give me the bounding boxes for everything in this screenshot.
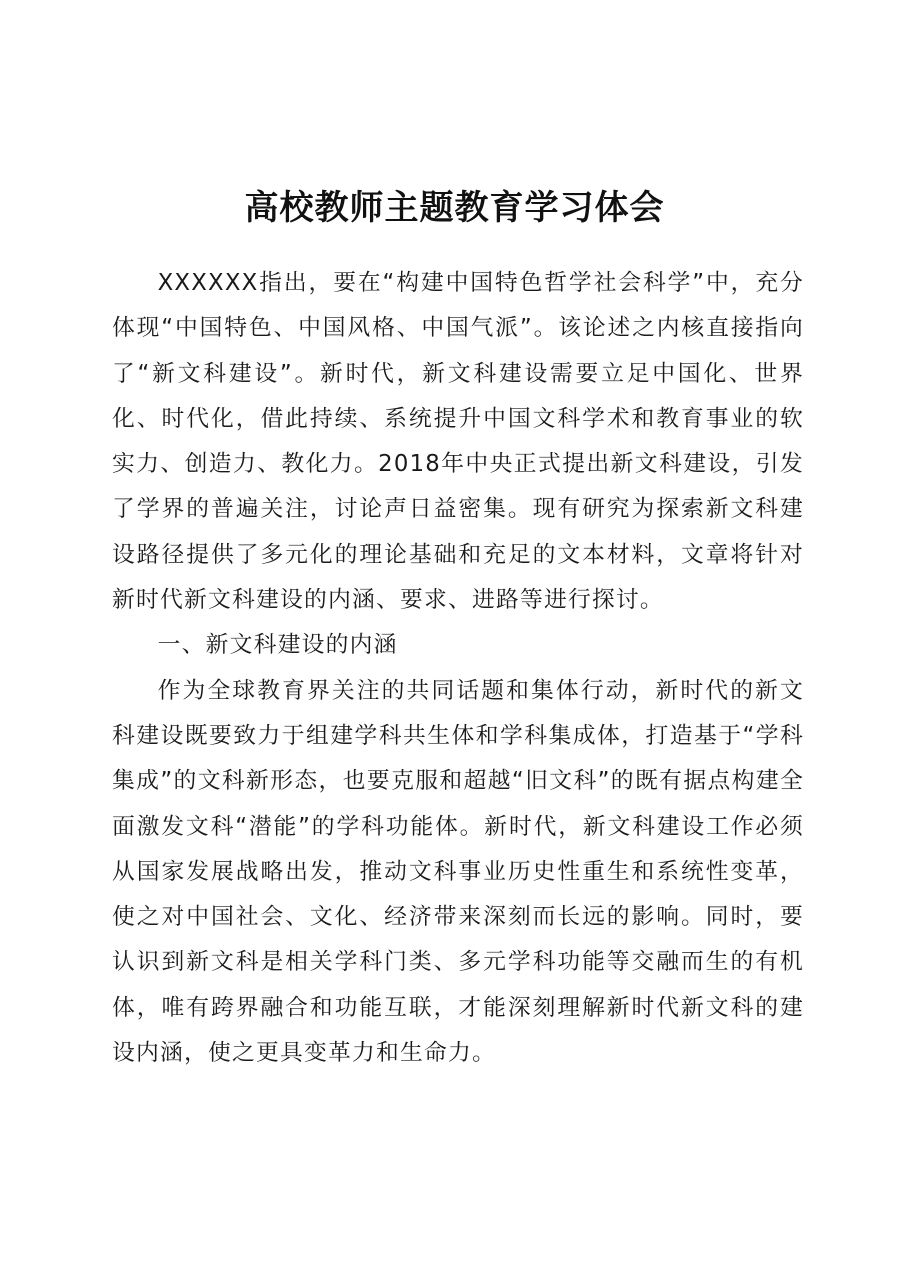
intro-paragraph: XXXXXX指出，要在“构建中国特色哲学社会科学”中，充分体现“中国特色、中国风格、中国气派”。该论述之内核直接指向了“新文科建设”。新时代，新文科建设需要立足中国化、世界化、时代化，借此持续、系统提升中国文科学术和教育事业的软实力、创造力、教化力。2018年中央正式提出新文科建设，引发了学界的普遍关注，讨论声日益密集。现有研究为探索新文科建设路径提供了多元化的理论基础和充足的文本材料，文章将针对新时代新文科建设的内涵、要求、进路等进行探讨。	[112, 270, 804, 614]
document-title: 高校教师主题教育学习体会	[244, 188, 665, 228]
section-paragraph: 作为全球教育界关注的共同话题和集体行动，新时代的新文科建设既要致力于组建学科共生体和学科集成体，打造基于“学科集成”的文科新形态，也要克服和超越“旧文科”的既有据点构建全面激发文科“潜能”的学科功能体。新时代，新文科建设工作必须从国家发展战略出发，推动文科事业历史性重生和系统性变革，使之对中国社会、文化、经济带来深刻而长远的影响。同时，要认识到新文科是相关学科门类、多元学科功能等交融而生的有机体，唯有跨界融合和功能互联，才能深刻理解新时代新文科的建设内涵，使之更具变革力和生命力。	[112, 677, 804, 1067]
section-heading: 一、新文科建设的内涵	[157, 632, 398, 659]
document-body	[112, 261, 804, 1076]
